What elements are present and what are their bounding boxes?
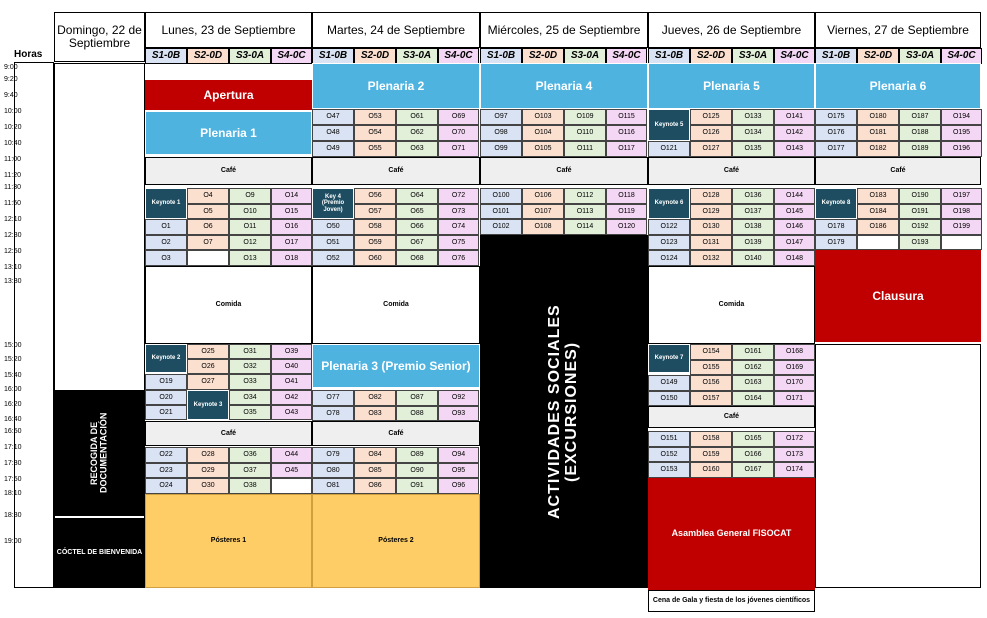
- talk-cell[interactable]: O129: [690, 204, 732, 220]
- time-label: 17:10: [4, 444, 22, 451]
- time-label: 13:30: [4, 278, 22, 285]
- talk-cell[interactable]: O85: [354, 463, 396, 479]
- plenaria-1: Plenaria 1: [145, 111, 312, 155]
- talk-cell[interactable]: O22: [145, 447, 187, 463]
- talk-cell[interactable]: O151: [648, 431, 690, 447]
- cafe-block: Café: [648, 157, 815, 185]
- comida-block: Comida: [145, 266, 312, 344]
- talk-cell[interactable]: O75: [438, 235, 479, 251]
- talk-cell[interactable]: O54: [354, 125, 396, 141]
- talk-cell[interactable]: O124: [648, 250, 690, 266]
- plenaria-4: Plenaria 4: [480, 63, 648, 109]
- talk-cell[interactable]: O93: [438, 406, 479, 422]
- plenaria-5: Plenaria 5: [648, 63, 815, 109]
- talk-cell[interactable]: O176: [815, 125, 857, 141]
- talk-cell[interactable]: O119: [606, 204, 647, 220]
- talk-cell[interactable]: O61: [396, 109, 438, 125]
- day-header: Jueves, 26 de Septiembre: [648, 12, 815, 48]
- session-header: S3-0A: [732, 48, 774, 64]
- horas-label: Horas: [14, 49, 54, 63]
- session-header: S3-0A: [564, 48, 606, 64]
- talk-cell[interactable]: O113: [564, 204, 606, 220]
- talk-cell[interactable]: O28: [187, 447, 229, 463]
- talk-cell[interactable]: O77: [312, 390, 354, 406]
- cena-block: Cena de Gala y fiesta de los jóvenes científicos: [648, 590, 815, 612]
- talk-cell[interactable]: O67: [396, 235, 438, 251]
- talk-cell[interactable]: O9: [229, 188, 271, 204]
- time-label: 18:10: [4, 490, 22, 497]
- session-header: S4-0C: [774, 48, 815, 64]
- talk-cell[interactable]: O64: [396, 188, 438, 204]
- plenaria-3: Plenaria 3 (Premio Senior): [312, 344, 480, 388]
- session-header: S3-0A: [899, 48, 941, 64]
- talk-cell[interactable]: O130: [690, 219, 732, 235]
- time-label: 9:20: [4, 76, 18, 83]
- talk-cell[interactable]: O58: [354, 219, 396, 235]
- talk-cell[interactable]: O147: [774, 235, 815, 251]
- talk-cell[interactable]: O141: [774, 109, 815, 125]
- talk-cell[interactable]: O13: [229, 250, 271, 266]
- talk-cell[interactable]: O55: [354, 141, 396, 157]
- talk-cell[interactable]: O99: [480, 141, 522, 157]
- time-column-frame: [14, 63, 54, 588]
- talk-cell[interactable]: O162: [732, 360, 774, 376]
- asamblea-block: Asamblea General FISOCAT: [648, 478, 815, 590]
- time-label: 17:50: [4, 476, 22, 483]
- time-label: 16:00: [4, 386, 22, 393]
- talk-cell[interactable]: O154: [690, 344, 732, 360]
- talk-cell[interactable]: O178: [815, 219, 857, 235]
- talk-cell[interactable]: O194: [941, 109, 982, 125]
- talk-cell[interactable]: O155: [690, 360, 732, 376]
- talk-cell[interactable]: O118: [606, 188, 647, 204]
- talk-cell[interactable]: [271, 478, 312, 494]
- talk-cell[interactable]: O111: [564, 141, 606, 157]
- talk-cell[interactable]: O140: [732, 250, 774, 266]
- talk-cell[interactable]: O115: [606, 109, 647, 125]
- talk-cell[interactable]: O63: [396, 141, 438, 157]
- talk-cell[interactable]: O69: [438, 109, 479, 125]
- time-label: 12:30: [4, 232, 22, 239]
- talk-cell[interactable]: O167: [732, 462, 774, 478]
- talk-cell[interactable]: O143: [774, 141, 815, 157]
- talk-cell[interactable]: O137: [732, 204, 774, 220]
- talk-cell[interactable]: O146: [774, 219, 815, 235]
- time-label: 12:10: [4, 216, 22, 223]
- talk-cell[interactable]: O52: [312, 250, 354, 266]
- cafe-block: Café: [648, 406, 815, 428]
- talk-cell[interactable]: O104: [522, 125, 564, 141]
- keynote-4: Key 4 (Premio Joven): [312, 188, 354, 219]
- talk-cell[interactable]: O191: [899, 204, 941, 220]
- comida-block: Comida: [312, 266, 480, 344]
- talk-cell[interactable]: O31: [229, 344, 271, 359]
- talk-cell[interactable]: O183: [857, 188, 899, 204]
- talk-cell[interactable]: O71: [438, 141, 479, 157]
- talk-cell[interactable]: O97: [480, 109, 522, 125]
- talk-cell[interactable]: O106: [522, 188, 564, 204]
- talk-cell[interactable]: O125: [690, 109, 732, 125]
- plenaria-6: Plenaria 6: [815, 63, 981, 109]
- talk-cell[interactable]: O188: [899, 125, 941, 141]
- comida-block: Comida: [648, 266, 815, 344]
- talk-cell[interactable]: O169: [774, 360, 815, 376]
- talk-cell[interactable]: O142: [774, 125, 815, 141]
- talk-cell[interactable]: O160: [690, 462, 732, 478]
- talk-cell[interactable]: O68: [396, 250, 438, 266]
- talk-cell[interactable]: O82: [354, 390, 396, 406]
- talk-cell[interactable]: O10: [229, 204, 271, 220]
- talk-cell[interactable]: O164: [732, 391, 774, 407]
- talk-cell[interactable]: O108: [522, 219, 564, 235]
- talk-cell[interactable]: O18: [271, 250, 312, 266]
- time-label: 9:40: [4, 92, 18, 99]
- talk-cell[interactable]: O102: [480, 219, 522, 235]
- talk-cell[interactable]: O166: [732, 447, 774, 463]
- talk-cell[interactable]: O174: [774, 462, 815, 478]
- talk-cell[interactable]: O23: [145, 463, 187, 479]
- keynote-8: Keynote 8: [815, 188, 857, 219]
- session-header: S4-0C: [438, 48, 479, 64]
- day-header: Lunes, 23 de Septiembre: [145, 12, 312, 48]
- talk-cell[interactable]: O110: [564, 125, 606, 141]
- time-label: 17:30: [4, 460, 22, 467]
- session-header: S2-0D: [354, 48, 396, 64]
- talk-cell[interactable]: O148: [774, 250, 815, 266]
- talk-cell[interactable]: O15: [271, 204, 312, 220]
- keynote-3: Keynote 3: [187, 390, 229, 420]
- talk-cell[interactable]: O128: [690, 188, 732, 204]
- talk-cell[interactable]: O199: [941, 219, 982, 235]
- talk-cell[interactable]: O96: [438, 478, 479, 494]
- talk-cell[interactable]: O79: [312, 447, 354, 463]
- day-header: Domingo, 22 de Septiembre: [54, 12, 145, 62]
- talk-cell[interactable]: O114: [564, 219, 606, 235]
- time-label: 15:40: [4, 372, 22, 379]
- talk-cell[interactable]: O120: [606, 219, 647, 235]
- talk-cell[interactable]: O33: [229, 374, 271, 389]
- talk-cell[interactable]: O90: [396, 463, 438, 479]
- talk-cell[interactable]: O35: [229, 405, 271, 420]
- plenaria-2: Plenaria 2: [312, 63, 480, 109]
- session-header: S4-0C: [606, 48, 647, 64]
- talk-cell[interactable]: [857, 235, 899, 251]
- talk-cell[interactable]: O12: [229, 235, 271, 251]
- talk-cell[interactable]: O127: [690, 141, 732, 157]
- keynote-5: Keynote 5: [648, 109, 690, 141]
- time-label: 12:50: [4, 248, 22, 255]
- day-header: Miércoles, 25 de Septiembre: [480, 12, 648, 48]
- talk-cell[interactable]: O81: [312, 478, 354, 494]
- talk-cell[interactable]: O36: [229, 447, 271, 463]
- talk-cell[interactable]: O181: [857, 125, 899, 141]
- session-header: S3-0A: [229, 48, 271, 64]
- talk-cell[interactable]: O197: [941, 188, 982, 204]
- cafe-block: Café: [312, 421, 480, 446]
- talk-cell[interactable]: O29: [187, 463, 229, 479]
- time-label: 18:30: [4, 512, 22, 519]
- time-label: 11:30: [4, 184, 21, 191]
- talk-cell[interactable]: O136: [732, 188, 774, 204]
- session-header: S2-0D: [857, 48, 899, 64]
- talk-cell[interactable]: O21: [145, 405, 187, 420]
- talk-cell[interactable]: O134: [732, 125, 774, 141]
- talk-cell[interactable]: O100: [480, 188, 522, 204]
- talk-cell[interactable]: O138: [732, 219, 774, 235]
- talk-cell[interactable]: O132: [690, 250, 732, 266]
- talk-cell[interactable]: O66: [396, 219, 438, 235]
- talk-cell[interactable]: O95: [438, 463, 479, 479]
- session-header: S1-0B: [480, 48, 522, 64]
- talk-cell[interactable]: O73: [438, 204, 479, 220]
- talk-cell[interactable]: O116: [606, 125, 647, 141]
- talk-cell[interactable]: O186: [857, 219, 899, 235]
- talk-cell[interactable]: O45: [271, 463, 312, 479]
- talk-cell[interactable]: O76: [438, 250, 479, 266]
- talk-cell[interactable]: O59: [354, 235, 396, 251]
- time-label: 16:50: [4, 428, 22, 435]
- talk-cell[interactable]: O133: [732, 109, 774, 125]
- talk-cell[interactable]: O157: [690, 391, 732, 407]
- session-header: S2-0D: [690, 48, 732, 64]
- talk-cell[interactable]: O87: [396, 390, 438, 406]
- talk-cell[interactable]: O25: [187, 344, 229, 359]
- talk-cell[interactable]: O159: [690, 447, 732, 463]
- talk-cell[interactable]: O3: [145, 250, 187, 266]
- session-header: S1-0B: [648, 48, 690, 64]
- day-header: Viernes, 27 de Septiembre: [815, 12, 981, 48]
- talk-cell[interactable]: O24: [145, 478, 187, 494]
- coctel-block: CÓCTEL DE BIENVENIDA: [54, 518, 145, 588]
- talk-cell[interactable]: [187, 250, 229, 266]
- session-header: S1-0B: [815, 48, 857, 64]
- session-header: S4-0C: [941, 48, 982, 64]
- talk-cell[interactable]: O192: [899, 219, 941, 235]
- talk-cell[interactable]: O184: [857, 204, 899, 220]
- talk-cell[interactable]: O2: [145, 235, 187, 251]
- friday-empty: [815, 344, 981, 588]
- talk-cell[interactable]: O48: [312, 125, 354, 141]
- talk-cell[interactable]: O98: [480, 125, 522, 141]
- talk-cell[interactable]: O139: [732, 235, 774, 251]
- talk-cell[interactable]: O38: [229, 478, 271, 494]
- talk-cell[interactable]: O30: [187, 478, 229, 494]
- actividades-block: [480, 235, 648, 588]
- talk-cell[interactable]: O135: [732, 141, 774, 157]
- talk-cell[interactable]: O109: [564, 109, 606, 125]
- time-label: 16:40: [4, 416, 22, 423]
- talk-cell[interactable]: O65: [396, 204, 438, 220]
- talk-cell[interactable]: O126: [690, 125, 732, 141]
- talk-cell[interactable]: O26: [187, 359, 229, 374]
- talk-cell[interactable]: O193: [899, 235, 941, 251]
- talk-cell[interactable]: O168: [774, 344, 815, 360]
- talk-cell[interactable]: O105: [522, 141, 564, 157]
- keynote-6: Keynote 6: [648, 188, 690, 219]
- talk-cell[interactable]: O187: [899, 109, 941, 125]
- talk-cell[interactable]: O84: [354, 447, 396, 463]
- talk-cell[interactable]: O153: [648, 462, 690, 478]
- talk-cell[interactable]: O171: [774, 391, 815, 407]
- session-header: S2-0D: [187, 48, 229, 64]
- talk-cell[interactable]: O121: [648, 141, 690, 157]
- time-label: 15:20: [4, 356, 22, 363]
- talk-cell[interactable]: O19: [145, 374, 187, 389]
- actividades-label: ACTIVIDADES SOCIALES (EXCURSIONES): [546, 304, 580, 519]
- talk-cell[interactable]: O195: [941, 125, 982, 141]
- talk-cell[interactable]: O72: [438, 188, 479, 204]
- talk-cell[interactable]: O78: [312, 406, 354, 422]
- talk-cell[interactable]: O189: [899, 141, 941, 157]
- talk-cell[interactable]: O173: [774, 447, 815, 463]
- time-label: 15:00: [4, 342, 22, 349]
- talk-cell[interactable]: O150: [648, 391, 690, 407]
- talk-cell[interactable]: O57: [354, 204, 396, 220]
- talk-cell[interactable]: O123: [648, 235, 690, 251]
- talk-cell[interactable]: O40: [271, 359, 312, 374]
- cafe-block: Café: [312, 157, 480, 185]
- talk-cell[interactable]: O179: [815, 235, 857, 251]
- talk-cell[interactable]: O43: [271, 405, 312, 420]
- talk-cell[interactable]: O175: [815, 109, 857, 125]
- talk-cell[interactable]: O156: [690, 375, 732, 391]
- talk-cell[interactable]: O158: [690, 431, 732, 447]
- talk-cell[interactable]: O117: [606, 141, 647, 157]
- cafe-block: Café: [145, 421, 312, 446]
- talk-cell[interactable]: O70: [438, 125, 479, 141]
- talk-cell[interactable]: O152: [648, 447, 690, 463]
- talk-cell[interactable]: O161: [732, 344, 774, 360]
- talk-cell[interactable]: O112: [564, 188, 606, 204]
- talk-cell[interactable]: O122: [648, 219, 690, 235]
- talk-cell[interactable]: O107: [522, 204, 564, 220]
- talk-cell[interactable]: O20: [145, 390, 187, 405]
- talk-cell[interactable]: O74: [438, 219, 479, 235]
- keynote-7: Keynote 7: [648, 344, 690, 373]
- talk-cell[interactable]: O7: [187, 235, 229, 251]
- talk-cell[interactable]: O56: [354, 188, 396, 204]
- talk-cell[interactable]: O41: [271, 374, 312, 389]
- talk-cell[interactable]: O47: [312, 109, 354, 125]
- talk-cell[interactable]: O51: [312, 235, 354, 251]
- talk-cell[interactable]: O44: [271, 447, 312, 463]
- talk-cell[interactable]: O32: [229, 359, 271, 374]
- session-header: S2-0D: [522, 48, 564, 64]
- talk-cell[interactable]: O190: [899, 188, 941, 204]
- talk-cell[interactable]: O14: [271, 188, 312, 204]
- time-label: 16:20: [4, 401, 22, 408]
- talk-cell[interactable]: O182: [857, 141, 899, 157]
- talk-cell[interactable]: O131: [690, 235, 732, 251]
- talk-cell[interactable]: [941, 235, 982, 251]
- time-label: 10:40: [4, 140, 22, 147]
- cafe-block: Café: [815, 157, 981, 185]
- posteres-2: Pósteres 2: [312, 494, 480, 588]
- session-header: S1-0B: [312, 48, 354, 64]
- talk-cell[interactable]: O94: [438, 447, 479, 463]
- recogida-block: [54, 390, 145, 516]
- talk-cell[interactable]: O42: [271, 390, 312, 405]
- talk-cell[interactable]: O27: [187, 374, 229, 389]
- talk-cell[interactable]: O16: [271, 219, 312, 235]
- talk-cell[interactable]: O34: [229, 390, 271, 405]
- cafe-block: Café: [145, 157, 312, 185]
- talk-cell[interactable]: O49: [312, 141, 354, 157]
- talk-cell[interactable]: O80: [312, 463, 354, 479]
- talk-cell[interactable]: O177: [815, 141, 857, 157]
- session-header: S4-0C: [271, 48, 312, 64]
- talk-cell[interactable]: O5: [187, 204, 229, 220]
- session-header: S1-0B: [145, 48, 187, 64]
- talk-cell[interactable]: O144: [774, 188, 815, 204]
- talk-cell[interactable]: O86: [354, 478, 396, 494]
- talk-cell[interactable]: O198: [941, 204, 982, 220]
- apertura-block: Apertura: [145, 80, 312, 110]
- talk-cell[interactable]: O180: [857, 109, 899, 125]
- posteres-1: Pósteres 1: [145, 494, 312, 588]
- talk-cell[interactable]: O91: [396, 478, 438, 494]
- keynote-2: Keynote 2: [145, 344, 187, 373]
- talk-cell[interactable]: O92: [438, 390, 479, 406]
- time-label: 13:10: [4, 264, 22, 271]
- talk-cell[interactable]: O1: [145, 219, 187, 235]
- clausura-block: Clausura: [815, 250, 981, 342]
- talk-cell[interactable]: O53: [354, 109, 396, 125]
- talk-cell[interactable]: O101: [480, 204, 522, 220]
- talk-cell[interactable]: O149: [648, 375, 690, 391]
- session-header: S3-0A: [396, 48, 438, 64]
- time-label: 9:00: [4, 64, 18, 71]
- talk-cell[interactable]: O4: [187, 188, 229, 204]
- time-label: 11:00: [4, 156, 21, 163]
- talk-cell[interactable]: O172: [774, 431, 815, 447]
- time-label: 10:20: [4, 124, 22, 131]
- talk-cell[interactable]: O17: [271, 235, 312, 251]
- talk-cell[interactable]: O163: [732, 375, 774, 391]
- time-label: 11:20: [4, 172, 21, 179]
- day-header: Martes, 24 de Septiembre: [312, 12, 480, 48]
- talk-cell[interactable]: O170: [774, 375, 815, 391]
- talk-cell[interactable]: O145: [774, 204, 815, 220]
- talk-cell[interactable]: O50: [312, 219, 354, 235]
- talk-cell[interactable]: O11: [229, 219, 271, 235]
- time-label: 19:00: [4, 538, 22, 545]
- talk-cell[interactable]: O89: [396, 447, 438, 463]
- talk-cell[interactable]: O165: [732, 431, 774, 447]
- recogida-label: RECOGIDA DE DOCUMENTACIÓN: [89, 412, 109, 494]
- talk-cell[interactable]: O39: [271, 344, 312, 359]
- talk-cell[interactable]: O37: [229, 463, 271, 479]
- talk-cell[interactable]: O83: [354, 406, 396, 422]
- talk-cell[interactable]: O6: [187, 219, 229, 235]
- talk-cell[interactable]: O88: [396, 406, 438, 422]
- cafe-block: Café: [480, 157, 648, 185]
- talk-cell[interactable]: O196: [941, 141, 982, 157]
- time-label: 11:50: [4, 200, 21, 207]
- talk-cell[interactable]: O62: [396, 125, 438, 141]
- talk-cell[interactable]: O60: [354, 250, 396, 266]
- time-label: 10:00: [4, 108, 22, 115]
- talk-cell[interactable]: O103: [522, 109, 564, 125]
- keynote-1: Keynote 1: [145, 188, 187, 219]
